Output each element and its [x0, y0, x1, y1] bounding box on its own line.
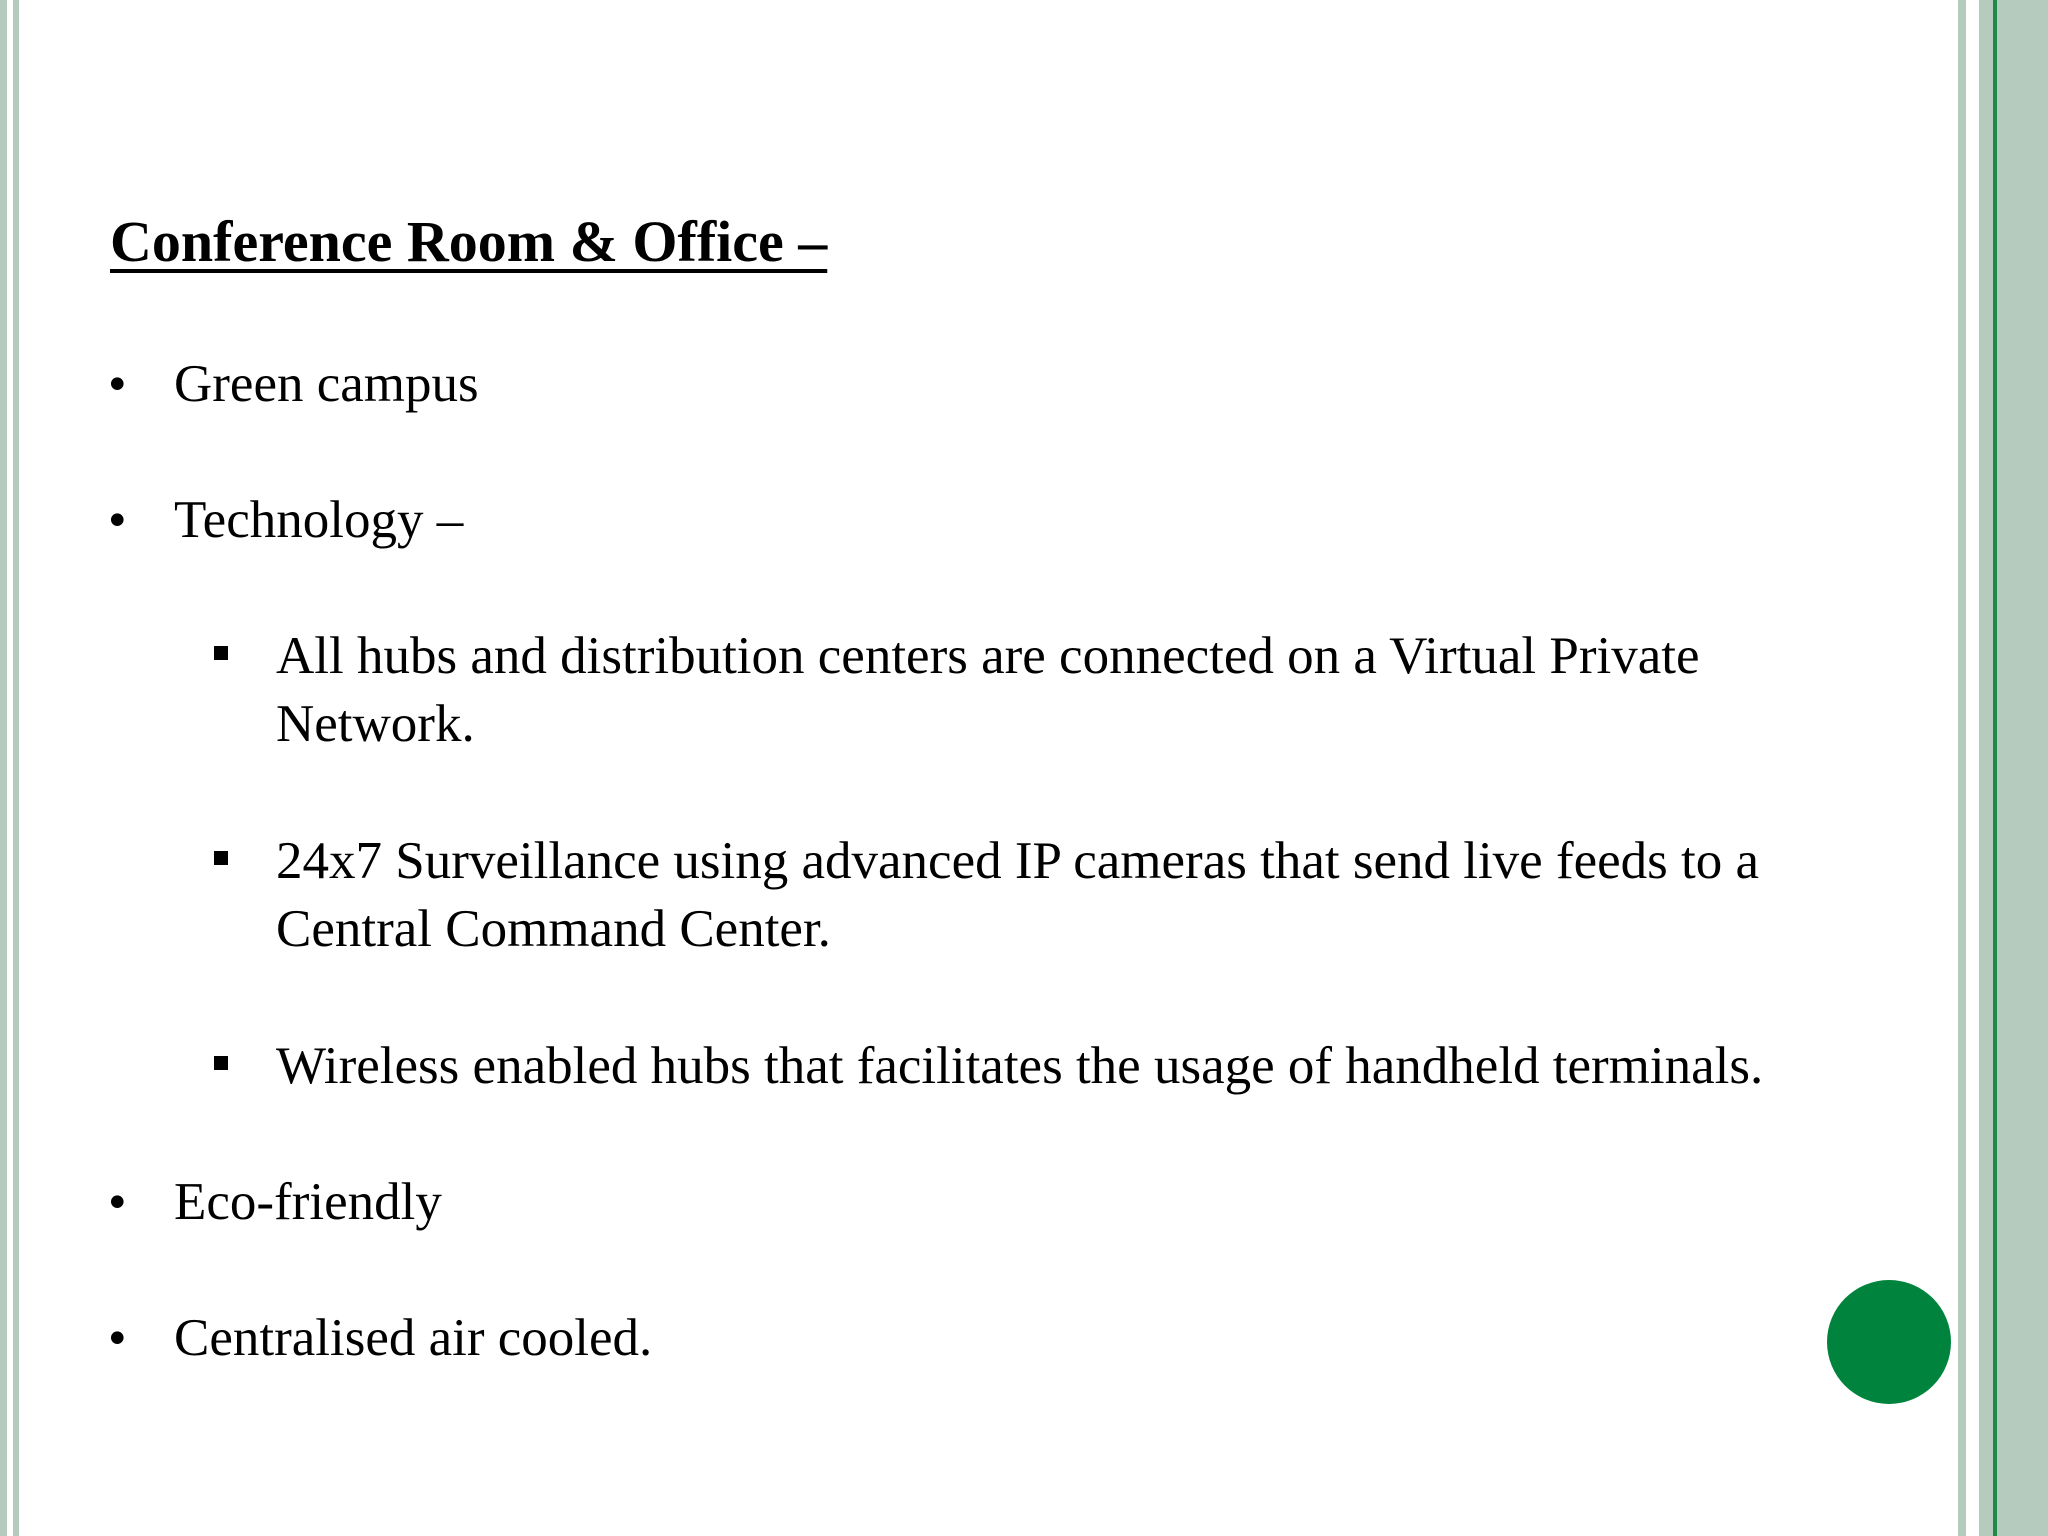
right-border-stripe	[1997, 0, 2048, 1536]
sub-bullet-text: Wireless enabled hubs that facilitates the usage of handheld terminals.	[276, 1037, 1764, 1095]
sub-bullet-item	[214, 827, 1894, 963]
bullet-text: Centralised air cooled.	[174, 1309, 653, 1367]
bullet-marker: •	[108, 355, 127, 413]
left-border-stripe	[0, 0, 7, 1536]
sub-bullet-text: All hubs and distribution centers are connected on a Virtual Private Network.	[276, 627, 1700, 753]
sub-bullet-item	[214, 1032, 1894, 1100]
square-bullet-marker	[214, 1056, 228, 1070]
bullet-marker: •	[108, 491, 127, 549]
bullet-marker: •	[108, 1309, 127, 1367]
bullet-text: Eco-friendly	[174, 1173, 442, 1231]
bullet-text: Green campus	[174, 355, 479, 413]
right-border-stripe	[1979, 0, 1993, 1536]
sub-bullet-text: 24x7 Surveillance using advanced IP cameras that send live feeds to a Central Command Center.	[276, 832, 1760, 958]
square-bullet-marker	[214, 851, 228, 865]
bullet-text: Technology –	[174, 491, 464, 549]
left-border-stripe	[13, 0, 19, 1536]
decorative-green-circle	[1827, 1280, 1951, 1404]
right-border-stripe	[1958, 0, 1966, 1536]
sub-bullet-item	[214, 622, 1894, 758]
slide-title: Conference Room & Office –	[110, 209, 828, 274]
bullet-marker: •	[108, 1173, 127, 1231]
square-bullet-marker	[214, 646, 228, 660]
